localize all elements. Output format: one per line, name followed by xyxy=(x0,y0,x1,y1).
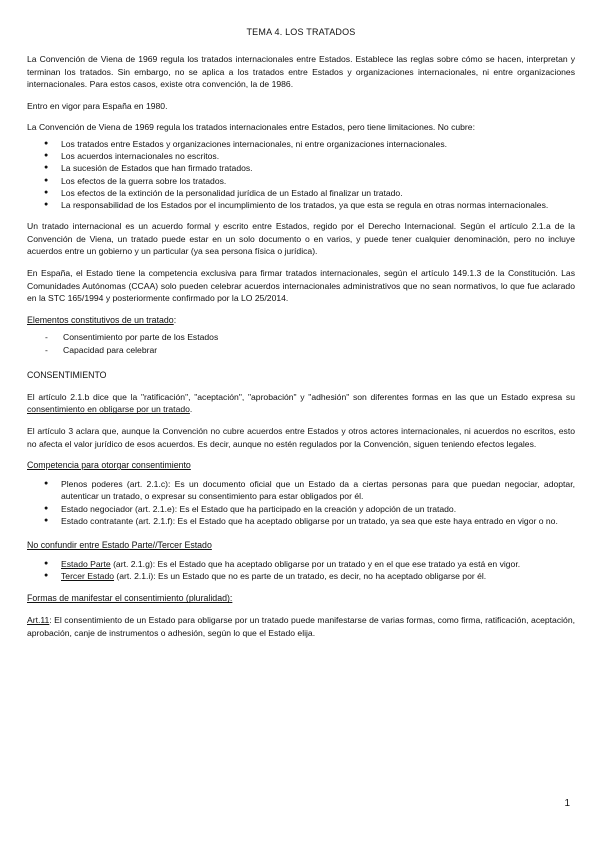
list-item: ● Los efectos de la extinción de la personalidad jurídica de un Estado al finalizar un tratado. xyxy=(61,187,575,199)
paragraph-entry-in-force: Entro en vigor para España en 1980. xyxy=(27,100,168,111)
list-item: ● La sucesión de Estados que han firmado tratados. xyxy=(61,162,575,174)
list-item: - Capacidad para celebrar xyxy=(63,344,575,357)
forms-heading: Formas de manifestar el consentimiento (pluralidad): xyxy=(27,593,233,604)
competence-list xyxy=(27,478,575,527)
list-item: ● Estado Parte (art. 2.1.g): Es el Estado que ha aceptado obligarse por un tratado y en el que ese tratado ya está en vigor. xyxy=(61,558,575,570)
confuse-heading: No confundir entre Estado Parte//Tercer Estado xyxy=(27,539,212,550)
limitations-list xyxy=(27,138,575,211)
list-item: - Consentimiento por parte de los Estados xyxy=(63,331,575,344)
paragraph-article-2-1-b: El artículo 2.1.b dice que la "ratificación", "aceptación", "aprobación" y "adhesión" son diferentes formas en las que un Estado expresa su consentimiento en obligarse por un tratado. xyxy=(27,391,575,415)
paragraph-treaty-definition: Un tratado internacional es un acuerdo formal y escrito entre Estados, regido por el Derecho Internacional. Según el artículo 2.1.a de la Convención de Viena, un tratado puede estar en un solo documento o en varios, y puede tener cualquier denominación, pero no incluye acuerdos entre un gobierno y un particular (ya sea persona física o jurídica). xyxy=(27,221,575,257)
paragraph-intro: La Convención de Viena de 1969 regula los tratados internacionales entre Estados. Establece las reglas sobre cómo se hacen, interpretan y terminan los tratados. Sin embargo, no se aplica a los tratados entre Estados y organizaciones internacionales, ni entre organizaciones internacionales. Para estos casos, existe otra convención, la de 1986. xyxy=(27,54,575,90)
page-title: TEMA 4. LOS TRATADOS xyxy=(246,27,356,37)
document-page xyxy=(27,0,575,640)
paragraph-limitations: La Convención de Viena de 1969 regula los tratados internacionales entre Estados, pero tiene limitaciones. No cubre: xyxy=(27,122,475,133)
page-number: 1 xyxy=(564,798,570,809)
paragraph-article-3: El artículo 3 aclara que, aunque la Convención no cubre acuerdos entre Estados y otros actores internacionales, ni acuerdos no escritos, esto no afecta el valor jurídico de esos acuerdos. Es decir, aunque no estén regulados por la Convención, siguen teniendo efectos legales. xyxy=(27,425,575,449)
elements-heading: Elementos constitutivos de un tratado: xyxy=(27,314,177,325)
list-item: ● Los tratados entre Estados y organizaciones internacionales, ni entre organizaciones internacionales. xyxy=(61,138,575,150)
list-item: ● Plenos poderes (art. 2.1.c): Es un documento oficial que un Estado da a ciertas personas para que puedan negociar, adoptar, autenticar un tratado, o expresar su consentimiento para estar obligados por él. xyxy=(61,478,575,502)
confuse-list xyxy=(27,558,575,582)
consent-heading: CONSENTIMIENTO xyxy=(27,369,107,380)
paragraph-spain-competence: En España, el Estado tiene la competencia exclusiva para firmar tratados internacionales, según el artículo 149.1.3 de la Constitución. Las Comunidades Autónomas (CCAA) solo pueden celebrar acuerdos internacionales administrativos que no sean normativos, lo que fue aclarado en la STC 165/1994 y posteriormente confirmado por la LO 25/2014. xyxy=(27,267,575,304)
paragraph-article-11: Art.11: El consentimiento de un Estado para obligarse por un tratado puede manifestarse de varias formas, como firma, ratificación, aceptación, aprobación, canje de instrumentos o adhesión, según lo que el Estado elija. xyxy=(27,615,575,638)
list-item: ● La responsabilidad de los Estados por el incumplimiento de los tratados, ya que esta se regula en otras normas internacionales. xyxy=(61,199,575,211)
list-item: ● Estado negociador (art. 2.1.e): Es el Estado que ha participado en la creación y adopción de un tratado. xyxy=(61,503,575,515)
list-item: ● Los efectos de la guerra sobre los tratados. xyxy=(61,175,575,187)
elements-list xyxy=(27,331,575,357)
list-item: ● Los acuerdos internacionales no escritos. xyxy=(61,150,575,162)
competence-heading: Competencia para otorgar consentimiento xyxy=(27,460,191,471)
list-item: ● Tercer Estado (art. 2.1.i): Es un Estado que no es parte de un tratado, es decir, no ha aceptado obligarse por él. xyxy=(61,570,575,582)
list-item: ● Estado contratante (art. 2.1.f): Es el Estado que ha aceptado obligarse por un tratado, ya sea que este haya entrado en vigor o no. xyxy=(61,515,575,527)
